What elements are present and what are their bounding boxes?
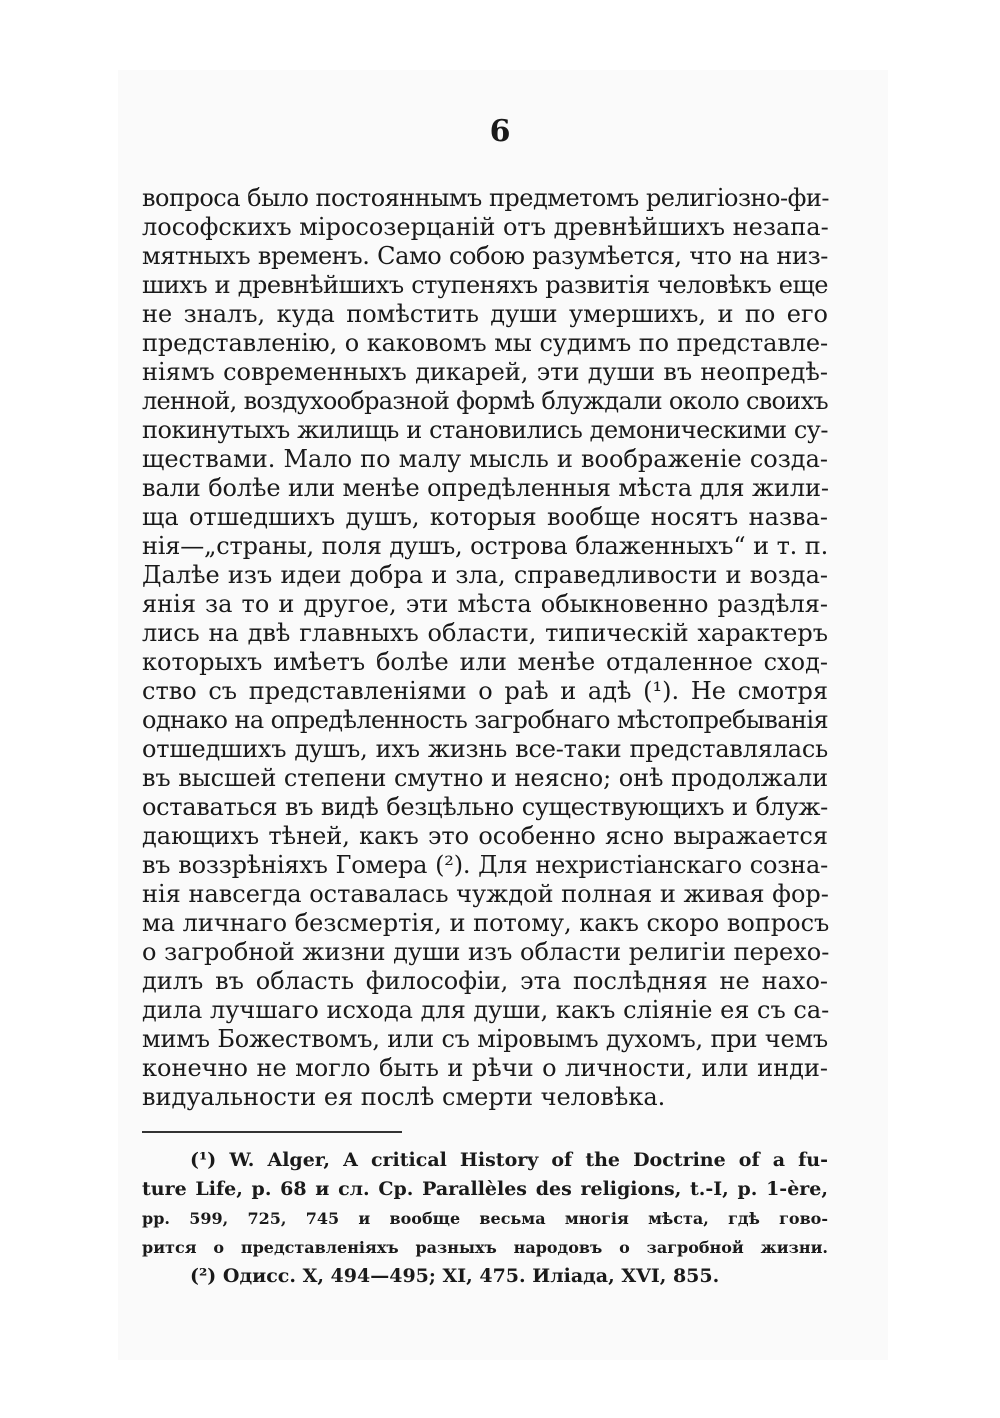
footnotes [142, 1146, 828, 1291]
body-line: нія—„страны, поля душъ, острова блаженныхъ“ и т. п. [142, 532, 828, 560]
footnote-2: (²) Одисс. X, 494—495; XI, 475. Иліада, XVI, 855. [190, 1265, 720, 1287]
body-line: однако на опредѣленность загробнаго мѣстопребыванія [142, 706, 828, 734]
body-line: мятныхъ временъ. Само собою разумѣется, что на низ- [142, 242, 828, 270]
body-line: ществами. Мало по малу мысль и воображеніе созда- [142, 445, 828, 473]
footnote-1-line: рится о представленіяхъ разныхъ народовъ о загробной жизни. [142, 1238, 828, 1257]
body-line: дающихъ тѣней, какъ это особенно ясно выражается [142, 822, 828, 850]
body-line: вали болѣе или менѣе опредѣленныя мѣста для жили- [142, 474, 829, 502]
body-line: отшедшихъ душъ, ихъ жизнь все-таки представлялась [142, 735, 828, 763]
body-line: представленію, о каковомъ мы судимъ по представле- [142, 329, 828, 357]
footnote-divider [142, 1131, 402, 1133]
body-line: ніямъ современныхъ дикарей, эти души въ неопредѣ- [142, 358, 828, 386]
body-line: вопроса было постояннымъ предметомъ религіозно-фи- [142, 184, 829, 212]
footnote-1-line: ture Life, p. 68 и сл. Cp. Parallèles des religions, t.-I, p. 1-ère, [142, 1178, 828, 1200]
body-line: покинутыхъ жилищь и становились демоническими су- [142, 416, 828, 444]
footnote-1-line: pp. 599, 725, 745 и вообще весьма многія мѣста, гдѣ гово- [142, 1209, 828, 1228]
footnote-1-line: (¹) W. Alger, A critical History of the Doctrine of a fu- [190, 1149, 828, 1171]
body-line: видуальности ея послѣ смерти человѣка. [142, 1083, 666, 1111]
body-line: ленной, воздухообразной формѣ блуждали около своихъ [142, 387, 828, 415]
body-line: оставаться въ видѣ безцѣльно существующихъ и блуж- [142, 793, 828, 821]
body-line: дила лучшаго исхода для души, какъ сліяніе ея съ са- [142, 996, 830, 1024]
body-text [142, 184, 828, 1112]
body-line: которыхъ имѣетъ болѣе или менѣе отдаленное сход- [142, 648, 828, 676]
body-line: дилъ въ область философіи, эта послѣдняя не нахо- [142, 967, 828, 995]
body-line: лись на двѣ главныхъ области, типическій характеръ [142, 619, 828, 647]
body-line: ща отшедшихъ душъ, которыя вообще носятъ назва- [142, 503, 828, 531]
body-line: нія навсегда оставалась чуждой полная и живая фор- [142, 880, 829, 908]
body-line: о загробной жизни души изъ области религіи перехо- [142, 938, 830, 966]
body-line: Далѣе изъ идеи добра и зла, справедливости и возда- [142, 561, 828, 589]
body-line: не зналъ, куда помѣстить души умершихъ, и по его [142, 300, 828, 328]
body-line: янія за то и другое, эти мѣста обыкновенно раздѣля- [142, 590, 828, 618]
body-line: конечно не могло быть и рѣчи о личности, или инди- [142, 1054, 828, 1082]
body-line: въ высшей степени смутно и неясно; онѣ продолжали [142, 764, 828, 792]
body-line: ма личнаго безсмертія, и потому, какъ скоро вопросъ [142, 909, 830, 937]
body-line: шихъ и древнѣйшихъ ступеняхъ развитія человѣкъ еще [142, 271, 828, 299]
body-line: въ воззрѣніяхъ Гомера (²). Для нехристіанскаго созна- [142, 851, 828, 879]
page-number: 6 [489, 114, 511, 149]
body-line: лософскихъ міросозерцаній отъ древнѣйшихъ незапа- [142, 213, 829, 241]
body-line: ство съ представленіями о раѣ и адѣ (¹). Не смотря [142, 677, 828, 705]
body-line: мимъ Божествомъ, или съ міровымъ духомъ, при чемъ [142, 1025, 828, 1053]
